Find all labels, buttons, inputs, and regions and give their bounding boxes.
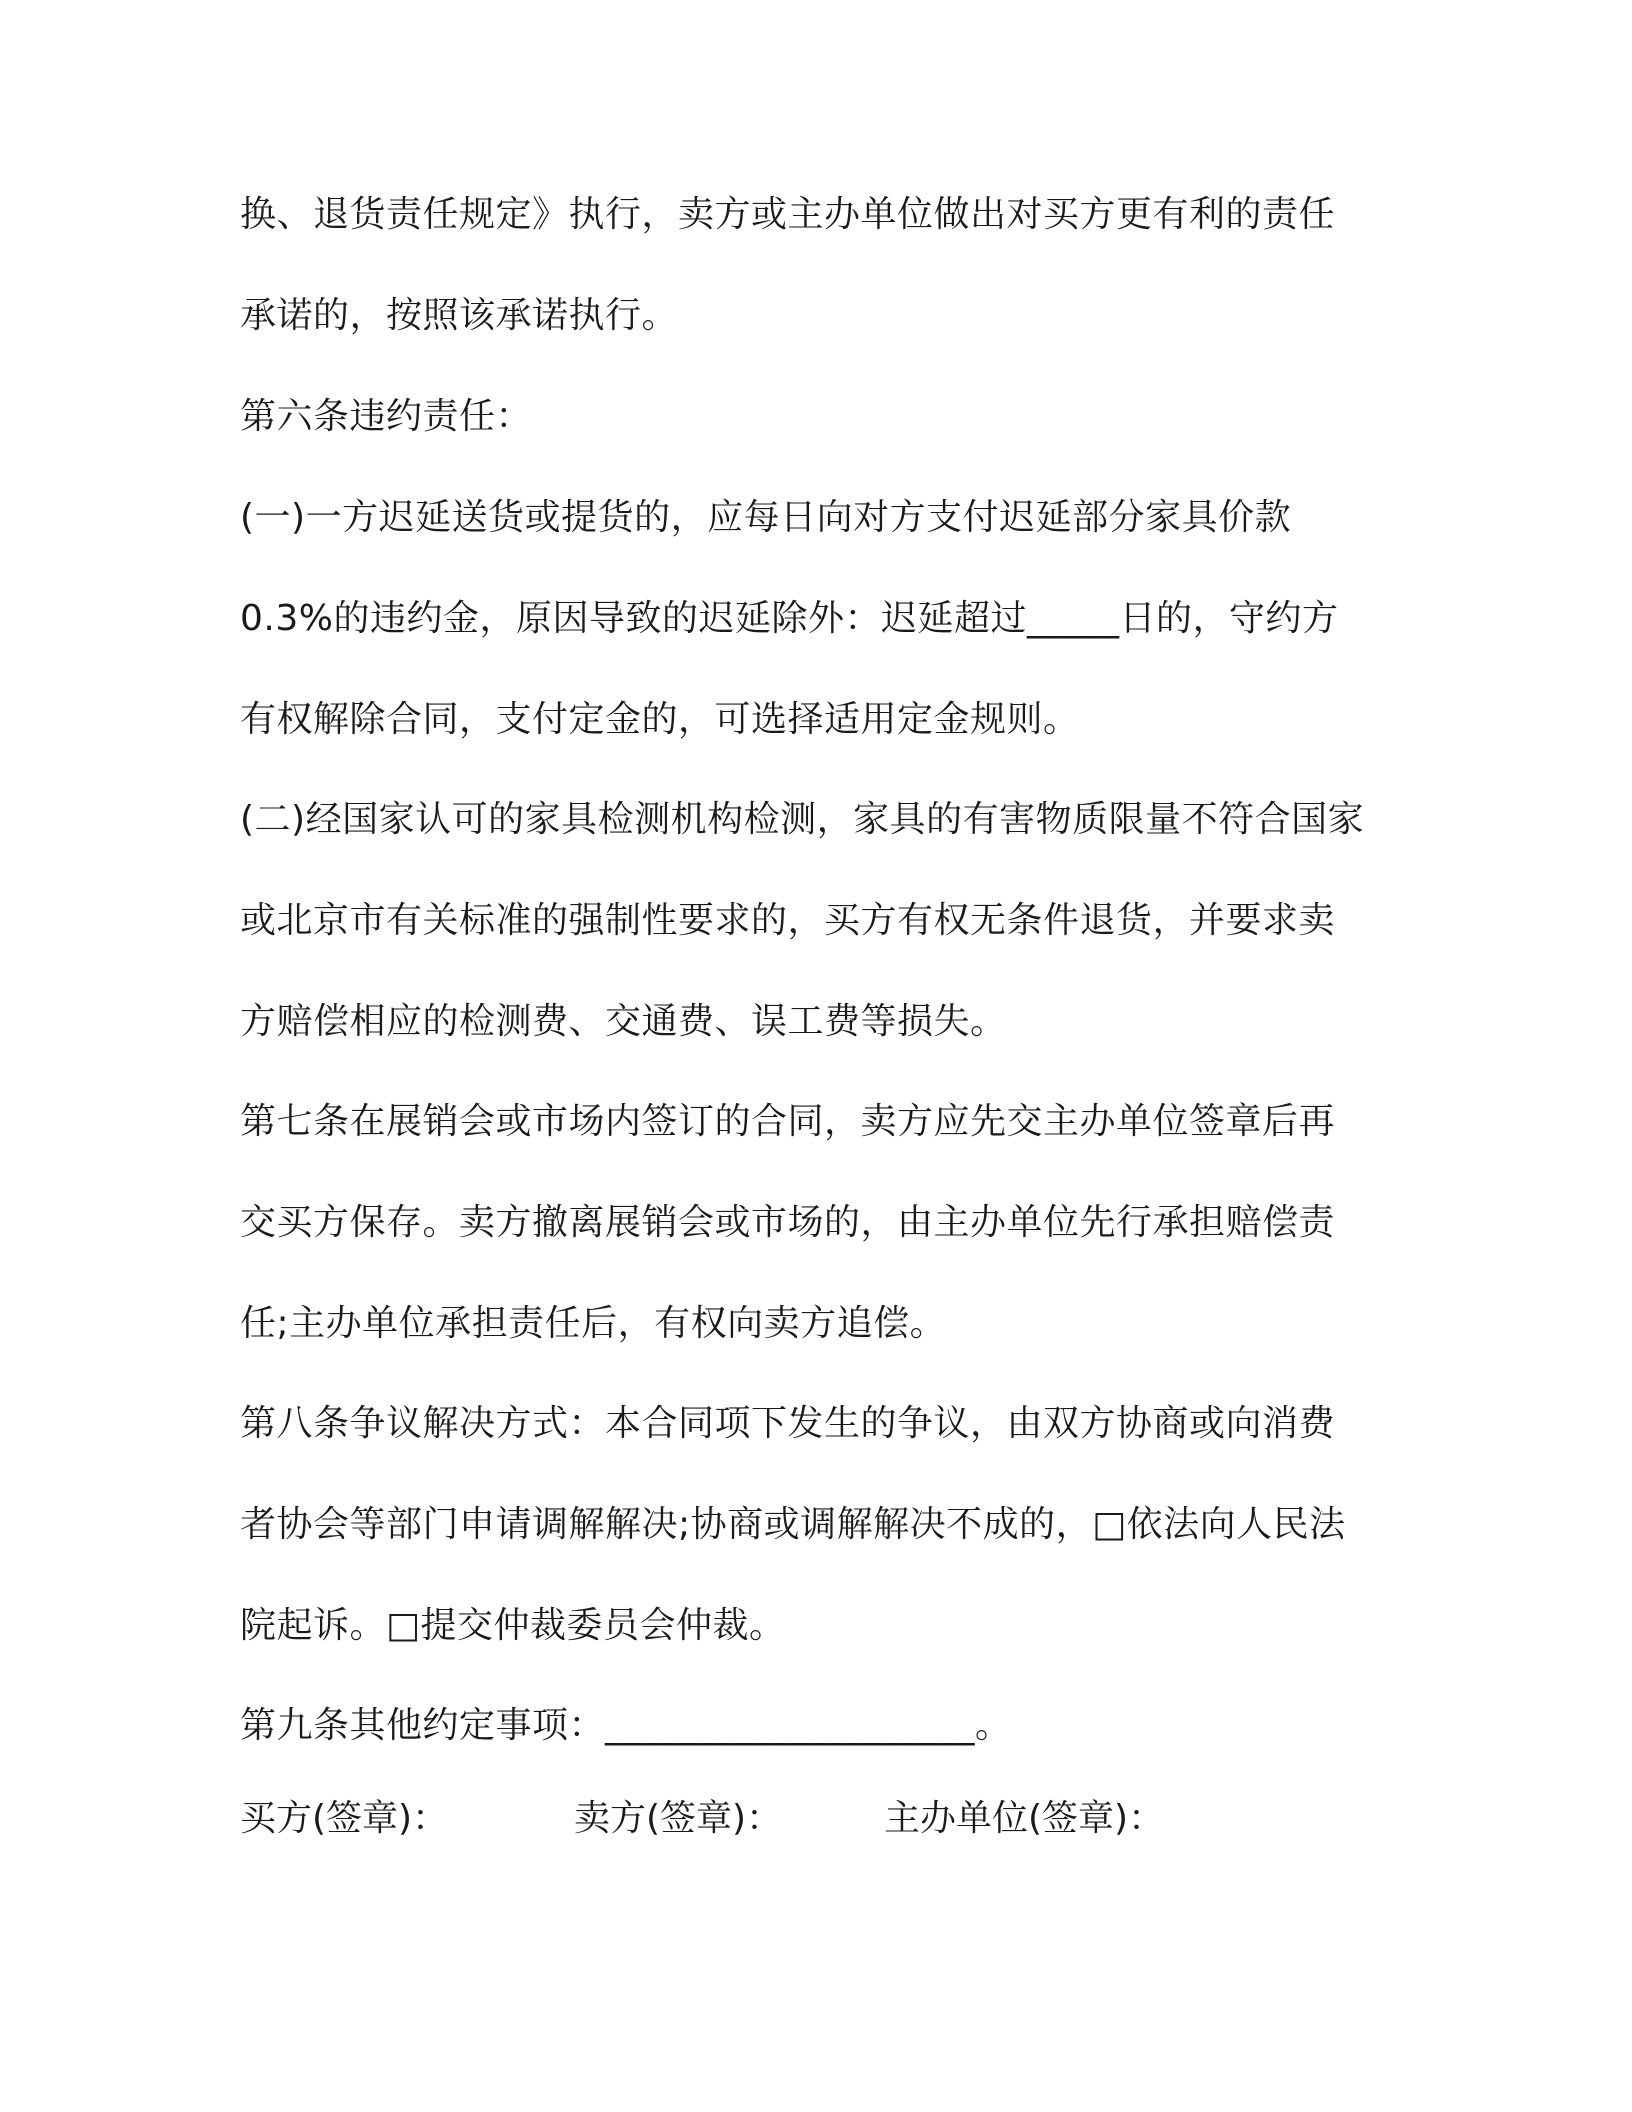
- paragraph-line: (二)经国家认可的家具检测机构检测，家具的有害物质限量不符合国家: [240, 799, 1365, 840]
- organizer-signature-label: 主办单位(签章)：: [884, 1798, 1165, 1839]
- paragraph-line: 换、退货责任规定》执行，卖方或主办单位做出对买方更有利的责任: [240, 194, 1336, 235]
- seller-signature-label: 卖方(签章)：: [574, 1798, 783, 1839]
- paragraph-line: 者协会等部门申请调解解决;协商或调解解决不成的，□依法向人民法: [240, 1504, 1346, 1545]
- section-heading: 第六条违约责任：: [240, 396, 533, 437]
- buyer-signature-label: 买方(签章)：: [240, 1798, 449, 1839]
- paragraph-line: 交买方保存。卖方撤离展销会或市场的，由主办单位先行承担赔偿责: [240, 1202, 1336, 1243]
- paragraph-line: 第九条其他约定事项：____________________。: [240, 1705, 1012, 1746]
- paragraph-line: 0.3%的违约金，原因导致的迟延除外：迟延超过_____日的，守约方: [240, 598, 1339, 639]
- paragraph-line: 院起诉。□提交仲裁委员会仲裁。: [240, 1605, 786, 1646]
- paragraph-line: (一)一方迟延送货或提货的，应每日向对方支付迟延部分家具价款: [240, 497, 1292, 538]
- paragraph-line: 第七条在展销会或市场内签订的合同，卖方应先交主办单位签章后再: [240, 1101, 1336, 1142]
- paragraph-line: 第八条争议解决方式：本合同项下发生的争议，由双方协商或向消费: [240, 1403, 1336, 1444]
- paragraph-line: 有权解除合同，支付定金的，可选择适用定金规则。: [240, 699, 1080, 740]
- paragraph-line: 任;主办单位承担责任后，有权向卖方追偿。: [240, 1303, 947, 1344]
- paragraph-line: 承诺的，按照该承诺执行。: [240, 295, 679, 336]
- paragraph-line: 方赔偿相应的检测费、交通费、误工费等损失。: [240, 1001, 1007, 1042]
- paragraph-line: 或北京市有关标准的强制性要求的，买方有权无条件退货，并要求卖: [240, 900, 1336, 941]
